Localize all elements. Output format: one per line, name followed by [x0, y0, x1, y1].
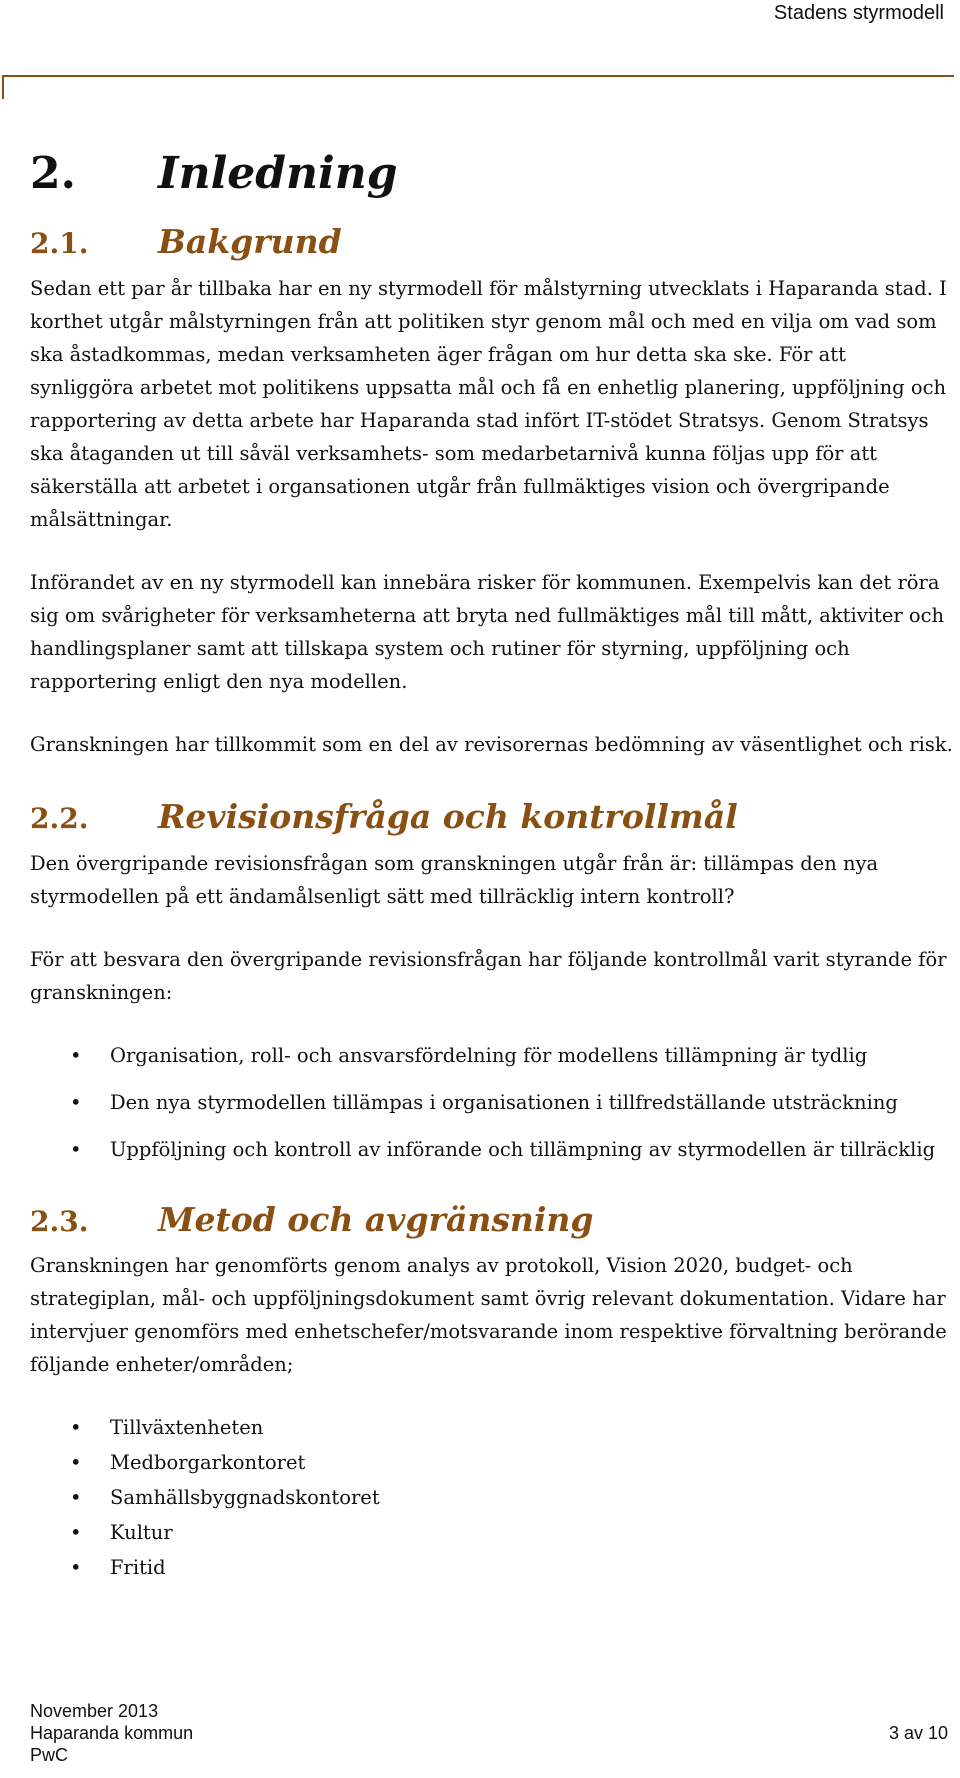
chapter-heading [30, 150, 955, 198]
section-number: 2.3. [30, 1204, 89, 1238]
bullet-icon: • [70, 1416, 82, 1440]
section-heading-bakgrund [30, 222, 955, 262]
control-objectives-list [30, 1039, 955, 1166]
section-title: Bakgrund [158, 222, 342, 262]
list-item: • Den nya styrmodellen tillämpas i organisationen i tillfredställande utsträckning [30, 1086, 955, 1119]
bullet-icon: • [70, 1137, 82, 1161]
page-footer [30, 1700, 948, 1766]
page-number: 3 av 10 [888, 1723, 948, 1743]
list-item: • Organisation, roll- och ansvarsfördelning för modellens tillämpning är tydlig [30, 1039, 955, 1072]
paragraph: Sedan ett par år tillbaka har en ny styrmodell för målstyrning utvecklats i Haparanda stad. I korthet utgår målstyrningen från att politiken styr genom mål och med en vilja om vad som ska åstadkommas, medan verksamheten äger frågan om hur detta ska ske. För att synliggöra arbetet mot politikens uppsatta mål och få en enhetlig planering, uppföljning och rapportering av detta arbete har Haparanda stad infört IT-stödet Stratsys. Genom Stratsys ska åtaganden ut till såväl verksamhets- som medarbetarnivå kunna följas upp för att säkerställa att arbetet i organsationen utgår från fullmäktiges vision och övergripande målsättningar. [30, 276, 947, 531]
bullet-icon: • [70, 1090, 82, 1114]
footer-date: November 2013 [30, 1701, 159, 1721]
bullet-icon: • [70, 1521, 82, 1545]
paragraph: Granskningen har genomförts genom analys av protokoll, Vision 2020, budget- och strategiplan, mål- och uppföljningsdokument samt övrig relevant dokumentation. Vidare har intervjuer genomförs med enhetschefer/motsvarande inom respektive förvaltning berörande följande enheter/områden; [30, 1254, 947, 1377]
list-item: • Kultur [30, 1516, 955, 1549]
paragraph: Granskningen har tillkommit som en del av revisorernas bedömning av väsentlighet och risk. [30, 732, 953, 756]
running-header: Stadens styrmodell [773, 2, 944, 24]
list-item: • Fritid [30, 1551, 955, 1584]
list-item: • Samhällsbyggnadskontoret [30, 1481, 955, 1514]
list-item: • Uppföljning och kontroll av införande och tillämpning av styrmodellen är tillräcklig [30, 1133, 955, 1166]
bullet-icon: • [70, 1486, 82, 1510]
paragraph: Den övergripande revisionsfrågan som granskningen utgår från är: tillämpas den nya styrmodellen på ett ändamålsenligt sätt med tillräcklig intern kontroll? [30, 851, 879, 908]
paragraph: För att besvara den övergripande revisionsfrågan har följande kontrollmål varit styrande för granskningen: [30, 947, 947, 1004]
section-number: 2.2. [30, 801, 89, 835]
bullet-icon: • [70, 1451, 82, 1475]
list-item: • Medborgarkontoret [30, 1446, 955, 1479]
bullet-icon: • [70, 1043, 82, 1067]
bullet-icon: • [70, 1556, 82, 1580]
section-heading-revisionsfraga [30, 797, 955, 837]
section-heading-metod [30, 1200, 955, 1240]
chapter-number: 2. [30, 148, 76, 199]
section-title: Metod och avgränsning [158, 1199, 594, 1239]
footer-author: PwC [30, 1745, 69, 1765]
section-number: 2.1. [30, 227, 89, 261]
list-item: • Tillväxtenheten [30, 1411, 955, 1444]
footer-organization: Haparanda kommun [30, 1723, 194, 1743]
units-list [30, 1411, 955, 1584]
header-rule [2, 75, 954, 77]
header-rule-tick [2, 75, 4, 99]
document-body [30, 150, 955, 1618]
section-title: Revisionsfråga och kontrollmål [158, 796, 738, 836]
chapter-title: Inledning [158, 148, 398, 199]
paragraph: Införandet av en ny styrmodell kan innebära risker för kommunen. Exempelvis kan det röra sig om svårigheter för verksamheterna att bryta ned fullmäktiges mål till mått, aktiviter och handlingsplaner samt att tillskapa system och rutiner för styrning, uppföljning och rapportering enligt den nya modellen. [30, 570, 945, 693]
